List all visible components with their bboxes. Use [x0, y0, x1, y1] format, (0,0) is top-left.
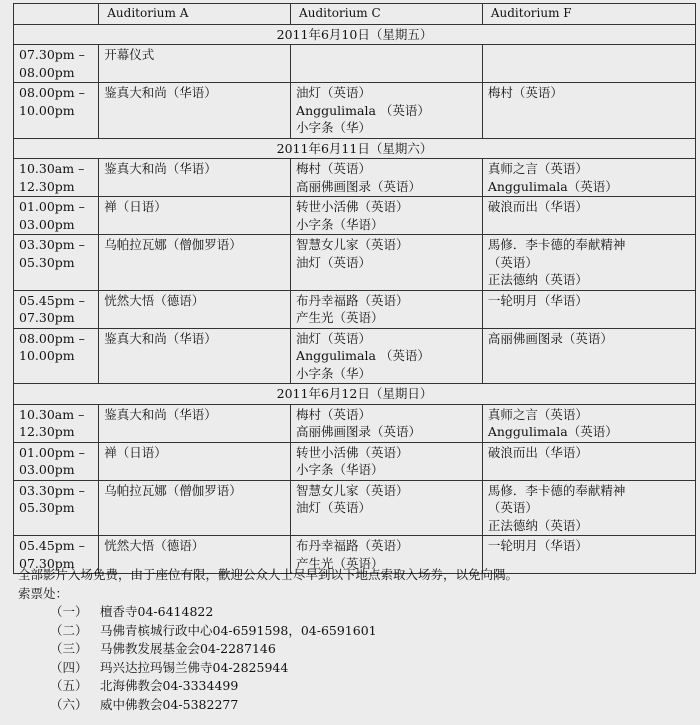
auditorium-f-cell	[482, 197, 695, 235]
table-row	[14, 404, 696, 442]
list-item	[18, 659, 518, 678]
time-cell-line: 10.30am –	[19, 161, 85, 176]
auditorium-f-cell	[482, 480, 695, 536]
outlet-phone: 04-2287146	[200, 641, 276, 656]
outlet-phone: 04-3334499	[162, 678, 239, 693]
header-auditorium-a: Auditorium A	[99, 4, 291, 25]
list-item	[18, 603, 518, 622]
time-cell	[14, 159, 99, 197]
auditorium-c-cell	[291, 404, 483, 442]
time-cell-line: 12.30pm	[19, 424, 75, 439]
header-auditorium-f: Auditorium F	[482, 4, 695, 25]
auditorium-a-cell-line: 开幕仪式	[104, 47, 155, 62]
time-cell-line: 05.45pm –	[19, 538, 85, 553]
time-cell-line: 01.00pm –	[19, 199, 85, 214]
time-cell-line: 03.30pm –	[19, 237, 85, 252]
time-cell-line: 05.30pm	[19, 500, 75, 515]
auditorium-c-cell-line: 小字条（华）	[296, 120, 372, 135]
outlet-phone: 04-6591598，04-6591601	[212, 622, 377, 638]
date-heading: 2011年6月10日（星期五）	[14, 24, 696, 45]
date-row	[14, 138, 696, 159]
auditorium-f-cell-line: 破浪而出（华语）	[487, 444, 588, 460]
header-row	[14, 4, 696, 25]
auditorium-c-cell-line: 高丽佛画图录（英语）	[296, 178, 422, 194]
auditorium-f-cell	[482, 159, 695, 197]
auditorium-c-cell-line: 油灯（英语）	[296, 85, 372, 100]
time-cell-line: 03.00pm	[19, 462, 75, 477]
time-cell	[14, 235, 99, 291]
table-row	[14, 235, 696, 291]
time-cell-line: 07.30pm	[19, 555, 75, 571]
time-cell	[14, 290, 99, 328]
auditorium-a-cell	[99, 290, 291, 328]
date-row	[14, 24, 696, 45]
auditorium-c-cell	[291, 442, 483, 480]
auditorium-f-cell-line: （英语）	[487, 254, 538, 270]
outlet-list	[18, 603, 518, 714]
ticket-label: 索票处：	[18, 585, 69, 601]
outlet-name: 马佛青槟城行政中心	[100, 622, 213, 638]
outlet-num: （一）	[50, 604, 88, 619]
outlet-num: （四）	[50, 659, 88, 675]
time-cell-line: 12.30pm	[19, 178, 75, 194]
auditorium-c-cell-line: 产生光（英语）	[296, 310, 384, 325]
auditorium-c-cell-line: 小字条（华语）	[296, 216, 384, 232]
auditorium-f-cell	[482, 404, 695, 442]
auditorium-f-cell-line: 真师之言（英语）	[487, 161, 588, 176]
date-heading: 2011年6月12日（星期日）	[14, 384, 696, 405]
list-item	[18, 622, 518, 641]
auditorium-a-cell	[99, 235, 291, 291]
auditorium-f-cell-line: 真师之言（英语）	[487, 406, 588, 422]
outlet-name: 檀香寺	[100, 604, 138, 619]
auditorium-a-cell-line: 禅（日语）	[104, 444, 167, 460]
auditorium-a-cell	[99, 404, 291, 442]
auditorium-a-cell-line: 鉴真大和尚（华语）	[104, 161, 217, 176]
time-cell	[14, 45, 99, 83]
table-row	[14, 159, 696, 197]
auditorium-a-cell-line: 乌帕拉瓦娜（僧伽罗语）	[104, 237, 242, 252]
outlet-num: （六）	[50, 696, 88, 712]
table-row	[14, 442, 696, 480]
outlet-name: 威中佛教会	[100, 696, 163, 712]
time-cell	[14, 404, 99, 442]
table-row	[14, 45, 696, 83]
time-cell-line: 08.00pm –	[19, 330, 85, 346]
auditorium-a-cell-line: 鉴真大和尚（华语）	[104, 85, 217, 100]
outlet-num: （三）	[50, 641, 88, 656]
auditorium-a-cell-line: 禅（日语）	[104, 199, 167, 214]
outlet-phone: 04-5382277	[162, 696, 239, 712]
auditorium-f-cell-line: 高丽佛画图录（英语）	[487, 330, 613, 346]
outlet-name: 马佛教发展基金会	[100, 641, 201, 656]
auditorium-f-cell-line: 馬修．李卡德的奉献精神	[487, 482, 626, 498]
auditorium-c-cell	[291, 45, 483, 83]
time-cell	[14, 328, 99, 384]
table-row	[14, 290, 696, 328]
auditorium-c-cell	[291, 480, 483, 536]
list-item	[18, 677, 518, 696]
auditorium-f-cell-line: 梅村（英语）	[487, 85, 563, 100]
outlet-phone: 04-2825944	[212, 659, 289, 675]
time-cell-line: 05.45pm –	[19, 292, 85, 308]
auditorium-a-cell-line: 恍然大悟（德语）	[104, 292, 205, 308]
auditorium-c-cell	[291, 83, 483, 139]
auditorium-a-cell	[99, 83, 291, 139]
auditorium-f-cell-line: Anggulimala（英语）	[487, 178, 618, 194]
auditorium-a-cell-line: 乌帕拉瓦娜（僧伽罗语）	[104, 482, 242, 498]
auditorium-f-cell	[482, 45, 695, 83]
schedule-body	[14, 24, 696, 574]
auditorium-c-cell	[291, 197, 483, 235]
free-entry-note: 全部影片入场免费，由于座位有限，歡迎公众人士尽早到以下地点索取入场券，以免向隅。	[18, 567, 519, 582]
list-item	[18, 696, 518, 715]
list-item	[18, 640, 518, 659]
auditorium-c-cell-line: 油灯（英语）	[296, 254, 372, 270]
auditorium-c-cell-line: 布丹幸福路（英语）	[296, 292, 409, 308]
auditorium-c-cell-line: 布丹幸福路（英语）	[296, 538, 409, 553]
time-cell	[14, 442, 99, 480]
date-heading: 2011年6月11日（星期六）	[14, 138, 696, 159]
time-cell-line: 08.00pm –	[19, 85, 85, 100]
auditorium-a-cell	[99, 480, 291, 536]
auditorium-f-cell-line: 正法德纳（英语）	[487, 517, 588, 533]
auditorium-f-cell-line: 一轮明月（华语）	[487, 292, 588, 308]
auditorium-c-cell-line: 油灯（英语）	[296, 330, 372, 346]
table-row	[14, 83, 696, 139]
auditorium-f-cell-line: 破浪而出（华语）	[487, 199, 588, 214]
auditorium-f-cell	[482, 442, 695, 480]
auditorium-c-cell	[291, 159, 483, 197]
outlet-phone: 04-6414822	[137, 604, 214, 619]
auditorium-f-cell	[482, 235, 695, 291]
outlet-num: （五）	[50, 678, 88, 693]
time-cell-line: 05.30pm	[19, 254, 75, 270]
time-cell-line: 07.30pm –	[19, 47, 85, 62]
outlet-name: 北海佛教会	[100, 678, 163, 693]
auditorium-c-cell-line: 智慧女儿家（英语）	[296, 482, 409, 498]
auditorium-c-cell	[291, 328, 483, 384]
auditorium-a-cell	[99, 45, 291, 83]
auditorium-c-cell-line: 转世小活佛（英语）	[296, 444, 409, 460]
auditorium-f-cell-line: 正法德纳（英语）	[487, 272, 588, 287]
auditorium-c-cell-line: Anggulimala （英语）	[296, 102, 430, 118]
auditorium-c-cell-line: 梅村（英语）	[296, 406, 372, 422]
auditorium-a-cell	[99, 328, 291, 384]
notes-section	[18, 566, 518, 714]
auditorium-c-cell-line: 高丽佛画图录（英语）	[296, 424, 422, 439]
auditorium-c-cell	[291, 290, 483, 328]
time-cell-line: 10.00pm	[19, 348, 75, 363]
auditorium-c-cell-line: 转世小活佛（英语）	[296, 199, 409, 214]
auditorium-a-cell	[99, 159, 291, 197]
schedule-table	[13, 3, 696, 574]
auditorium-c-cell-line: 小字条（华）	[296, 365, 372, 381]
auditorium-f-cell	[482, 83, 695, 139]
auditorium-f-cell-line: 一轮明月（华语）	[487, 538, 588, 553]
auditorium-c-cell-line: 梅村（英语）	[296, 161, 372, 176]
time-cell	[14, 480, 99, 536]
table-row	[14, 328, 696, 384]
auditorium-a-cell	[99, 197, 291, 235]
outlet-name: 玛兴达拉玛锡兰佛寺	[100, 659, 213, 675]
table-row	[14, 197, 696, 235]
time-cell	[14, 83, 99, 139]
time-cell	[14, 197, 99, 235]
auditorium-a-cell-line: 恍然大悟（德语）	[104, 538, 205, 553]
time-cell-line: 08.00pm	[19, 64, 75, 80]
auditorium-a-cell-line: 鉴真大和尚（华语）	[104, 330, 217, 346]
auditorium-a-cell-line: 鉴真大和尚（华语）	[104, 406, 217, 422]
outlet-num: （二）	[50, 622, 88, 638]
auditorium-c-cell-line: 小字条（华语）	[296, 462, 384, 477]
auditorium-f-cell-line: （英语）	[487, 500, 538, 515]
auditorium-c-cell-line: 油灯（英语）	[296, 500, 372, 515]
auditorium-c-cell-line: Anggulimala （英语）	[296, 348, 430, 363]
header-time	[14, 4, 99, 25]
auditorium-f-cell	[482, 328, 695, 384]
auditorium-f-cell-line: 馬修．李卡德的奉献精神	[487, 237, 626, 252]
date-row	[14, 384, 696, 405]
auditorium-c-cell-line: 智慧女儿家（英语）	[296, 237, 409, 252]
time-cell-line: 07.30pm	[19, 310, 75, 325]
time-cell-line: 10.00pm	[19, 102, 75, 118]
auditorium-a-cell	[99, 442, 291, 480]
header-auditorium-c: Auditorium C	[291, 4, 483, 25]
auditorium-c-cell-line: 产生光（英语）	[296, 555, 384, 571]
time-cell-line: 10.30am –	[19, 406, 85, 422]
table-row	[14, 480, 696, 536]
time-cell-line: 01.00pm –	[19, 444, 85, 460]
auditorium-f-cell-line: Anggulimala（英语）	[487, 424, 618, 439]
auditorium-f-cell	[482, 290, 695, 328]
auditorium-c-cell	[291, 235, 483, 291]
time-cell-line: 03.00pm	[19, 216, 75, 232]
time-cell-line: 03.30pm –	[19, 482, 85, 498]
